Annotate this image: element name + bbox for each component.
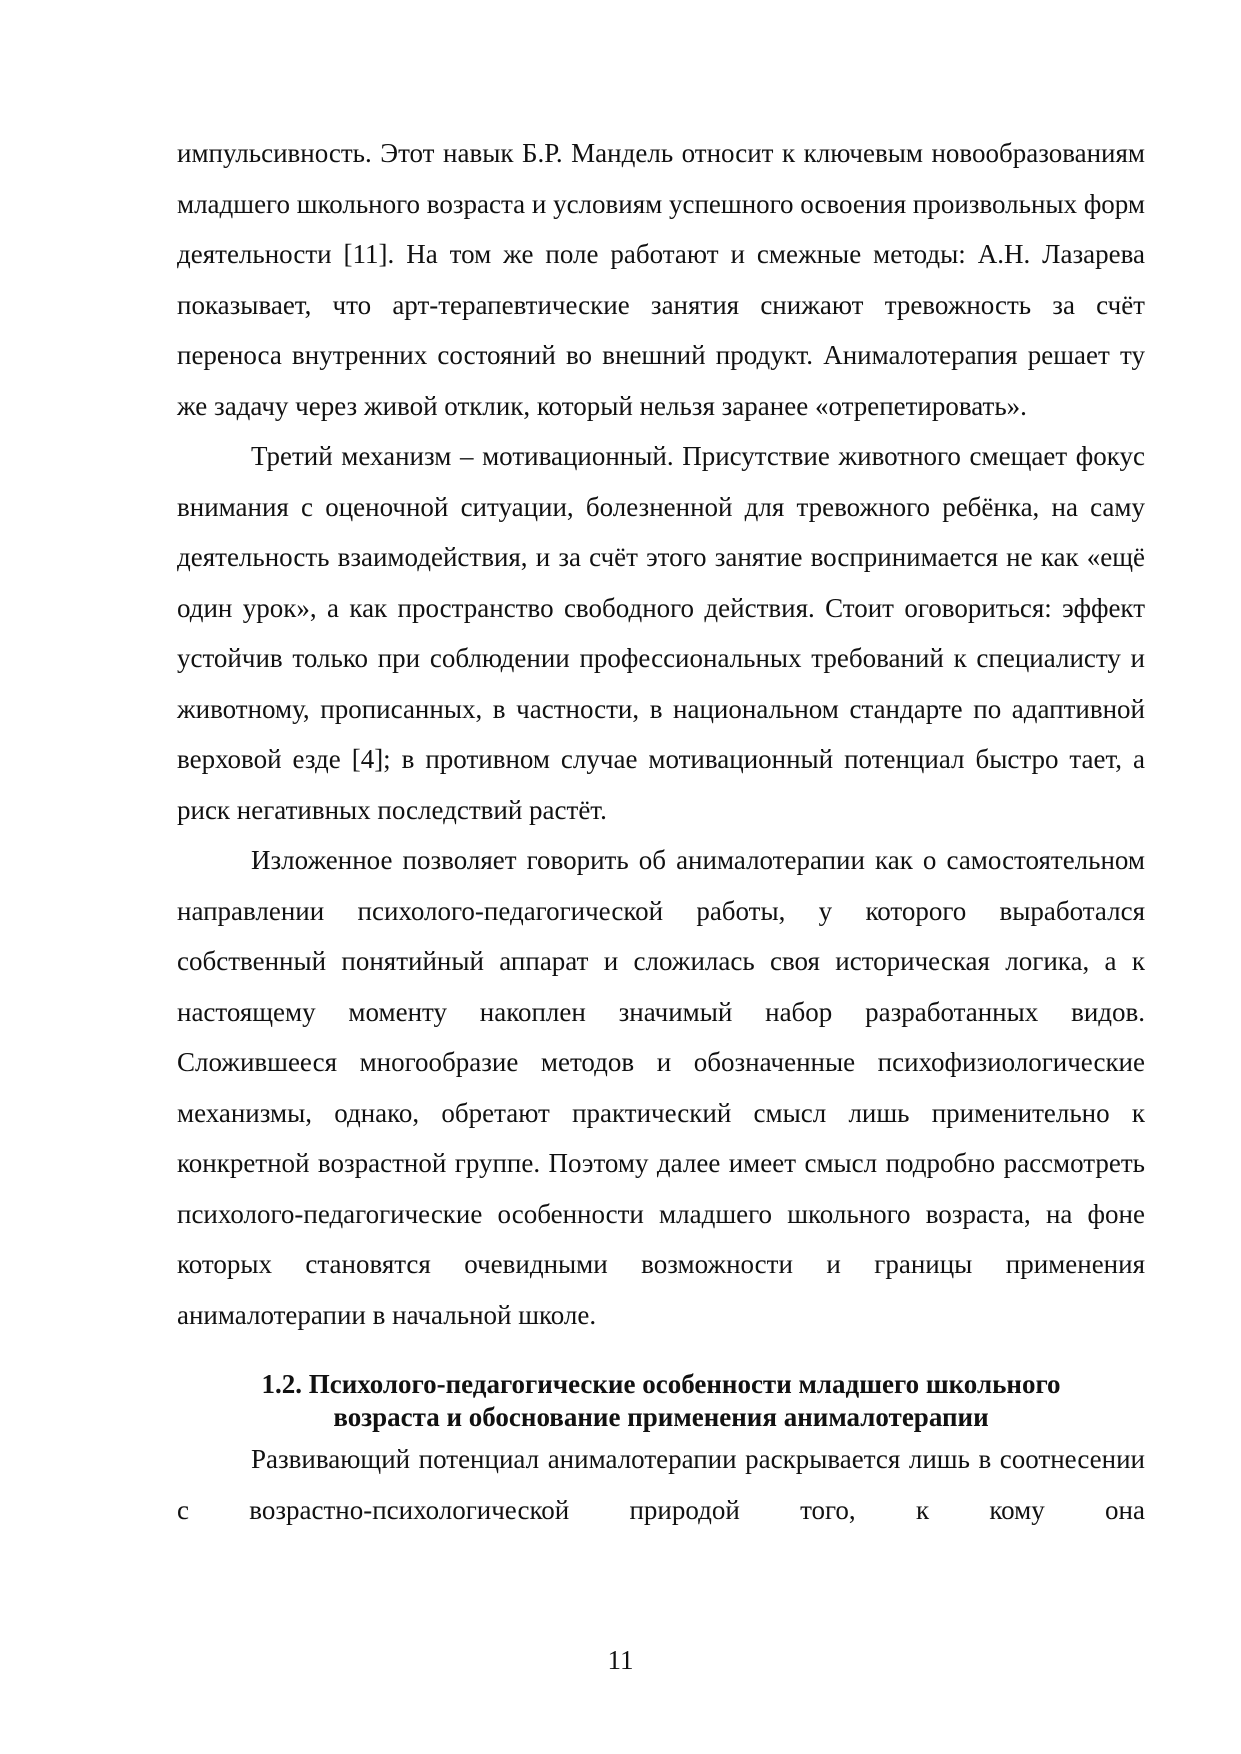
page-number: 11 <box>607 1645 634 1675</box>
body-text <box>177 128 1145 1535</box>
paragraph-conclusion: Изложенное позволяет говорить об анималотерапии как о самостоятельном направлении психолого-педагогической работы, у которого выработался собственный понятийный аппарат и сложилась своя историческая логика, а к настоящему моменту накоплен значимый набор разработанных видов. Сложившееся многообразие методов и обозначенные психофизиологические механизмы, однако, обретают практический смысл лишь применительно к конкретной возрастной группе. Поэтому далее имеет смысл подробно рассмотреть психолого-педагогические особенности младшего школьного возраста, на фоне которых становятся очевидными возможности и границы применения анималотерапии в начальной школе. <box>177 845 1145 1330</box>
paragraph-continuation: импульсивность. Этот навык Б.Р. Мандель относит к ключевым новообразованиям младшего школьного возраста и условиям успешного освоения произвольных форм деятельности [11]. На том же поле работают и смежные методы: А.Н. Лазарева показывает, что арт-терапевтические занятия снижают тревожность за счёт переноса внутренних состояний во внешний продукт. Анималотерапия решает ту же задачу через живой отклик, который нельзя заранее «отрепетировать». <box>177 138 1145 421</box>
section-heading: 1.2. Психолого-педагогические особенности младшего школьного возраста и обоснование применения анималотерапии <box>261 1369 1061 1432</box>
paragraph-section-start: Развивающий потенциал анималотерапии раскрывается лишь в соотнесении с возрастно-психологической природой того, к кому она <box>177 1444 1145 1525</box>
paragraph-motivational-mechanism: Третий механизм – мотивационный. Присутствие животного смещает фокус внимания с оценочной ситуации, болезненной для тревожного ребёнка, на саму деятельность взаимодействия, и за счёт этого занятие воспринимается не как «ещё один урок», а как пространство свободного действия. Стоит оговориться: эффект устойчив только при соблюдении профессиональных требований к специалисту и животному, прописанных, в частности, в национальном стандарте по адаптивной верховой езде [4]; в противном случае мотивационный потенциал быстро тает, а риск негативных последствий растёт. <box>177 441 1145 825</box>
